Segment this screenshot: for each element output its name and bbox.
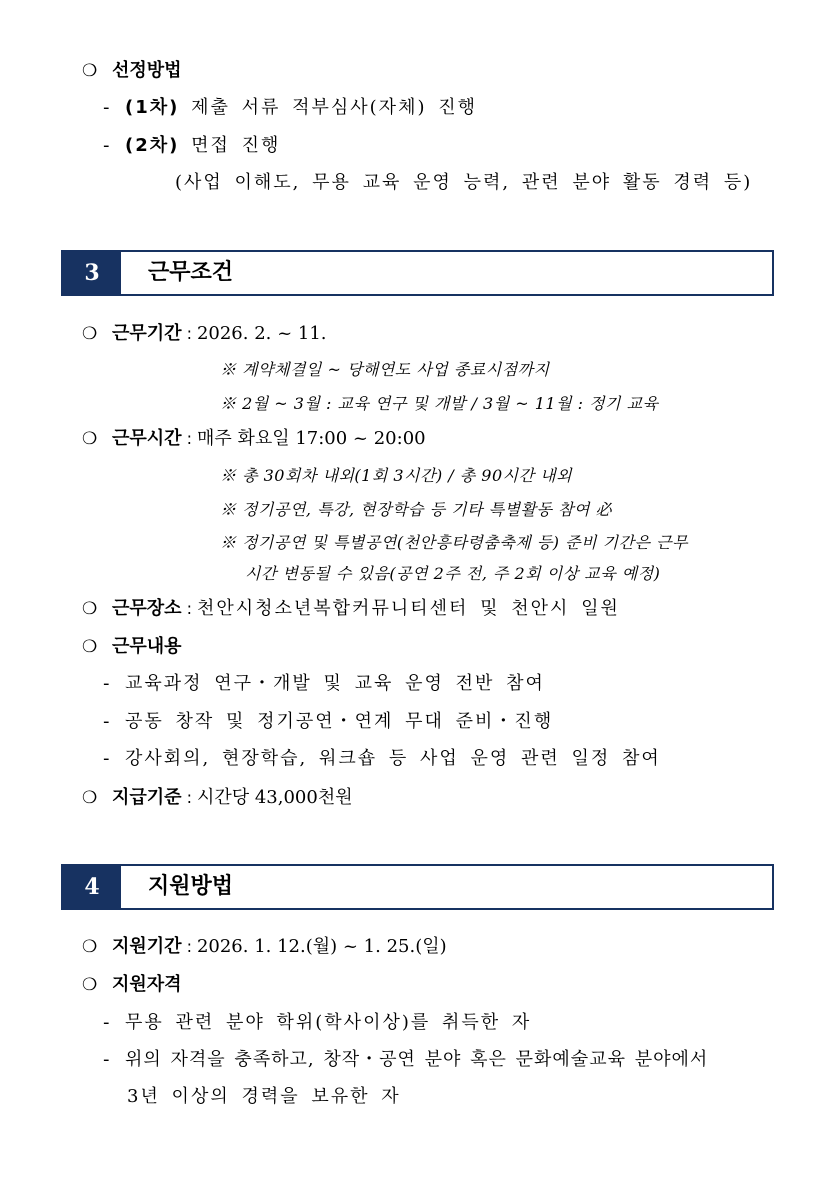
circle-bullet-icon: ❍ [82, 975, 98, 995]
colon-separator: : [186, 937, 192, 956]
selection-item-text: 면접 진행 [191, 135, 281, 156]
circle-bullet-icon: ❍ [82, 61, 98, 81]
qualification-item-2 [103, 1047, 708, 1073]
dash-bullet: - [103, 748, 112, 769]
qualification-item-2-cont: 3년 이상의 경력을 보유한 자 [127, 1086, 401, 1107]
dash-bullet: - [103, 1012, 112, 1033]
section-number: 4 [63, 866, 121, 908]
selection-title: 선정방법 [112, 60, 182, 81]
selection-detail: (사업 이해도, 무용 교육 운영 능력, 관련 분야 활동 경력 등) [175, 172, 753, 193]
section-title: 근무조건 [148, 260, 234, 285]
work-period-note-2: ※ 2월 ~ 3월 : 교육 연구 및 개발 / 3월 ~ 11월 : 정기 교육 [220, 394, 659, 413]
duties-heading [82, 634, 182, 660]
colon-separator: : [186, 324, 192, 343]
duties-item-1 [103, 671, 545, 697]
pay-value: 시간당 43,000천원 [196, 787, 353, 808]
selection-item-prefix: (2차) [125, 135, 180, 156]
section-number: 3 [63, 252, 121, 294]
work-hours-label: 근무시간 [112, 428, 182, 449]
work-period-note-1: ※ 계약체결일 ~ 당해연도 사업 종료시점까지 [220, 360, 550, 379]
work-period-value: 2026. 2. ~ 11. [196, 323, 327, 344]
circle-bullet-icon: ❍ [82, 937, 98, 957]
work-hours-value: 매주 화요일 17:00 ~ 20:00 [196, 428, 426, 449]
circle-bullet-icon: ❍ [82, 324, 98, 344]
duties-item-text: 교육과정 연구・개발 및 교육 운영 전반 참여 [125, 673, 545, 694]
section-title: 지원방법 [148, 874, 234, 899]
work-place-value: 천안시청소년복합커뮤니티센터 및 천안시 일원 [196, 598, 620, 619]
section-header-4 [61, 864, 774, 910]
qualification-heading [82, 972, 182, 998]
dash-bullet: - [103, 97, 112, 118]
duties-item-2 [103, 709, 553, 735]
colon-separator: : [186, 788, 192, 807]
selection-item-1 [103, 95, 477, 121]
qualification-item-text: 위의 자격을 충족하고, 창작・공연 분야 혹은 문화예술교육 분야에서 [125, 1049, 709, 1070]
qualification-item-1 [103, 1010, 531, 1036]
circle-bullet-icon: ❍ [82, 599, 98, 619]
work-hours-note-2: ※ 정기공연, 특강, 현장학습 등 기타 특별활동 참여 必 [220, 500, 613, 519]
work-hours-note-3: ※ 정기공연 및 특별공연(천안흥타령춤축제 등) 준비 기간은 근무 [220, 533, 688, 552]
work-period-row [82, 321, 327, 347]
work-place-row [82, 596, 620, 622]
dash-bullet: - [103, 135, 112, 156]
apply-period-value: 2026. 1. 12.(월) ~ 1. 25.(일) [196, 936, 447, 957]
qualification-label: 지원자격 [112, 974, 182, 995]
circle-bullet-icon: ❍ [82, 429, 98, 449]
work-hours-note-3-cont: 시간 변동될 수 있음(공연 2주 전, 주 2회 이상 교육 예정) [245, 564, 661, 583]
work-hours-note-1: ※ 총 30회차 내외(1회 3시간) / 총 90시간 내외 [220, 466, 573, 485]
work-period-label: 근무기간 [112, 323, 182, 344]
pay-row [82, 785, 353, 811]
pay-label: 지급기준 [112, 787, 182, 808]
duties-label: 근무내용 [112, 636, 182, 657]
selection-heading [82, 58, 182, 84]
circle-bullet-icon: ❍ [82, 788, 98, 808]
duties-item-text: 강사회의, 현장학습, 워크숍 등 사업 운영 관련 일정 참여 [125, 748, 661, 769]
duties-item-3 [103, 746, 661, 772]
colon-separator: : [186, 429, 192, 448]
dash-bullet: - [103, 1049, 111, 1070]
selection-item-text: 제출 서류 적부심사(자체) 진행 [191, 97, 477, 118]
circle-bullet-icon: ❍ [82, 637, 98, 657]
dash-bullet: - [103, 711, 112, 732]
dash-bullet: - [103, 673, 112, 694]
selection-item-prefix: (1차) [125, 97, 180, 118]
work-hours-row [82, 426, 426, 452]
section-header-3 [61, 250, 774, 296]
apply-period-label: 지원기간 [112, 936, 182, 957]
apply-period-row [82, 934, 447, 960]
work-place-label: 근무장소 [112, 598, 182, 619]
qualification-item-text: 무용 관련 분야 학위(학사이상)를 취득한 자 [125, 1012, 532, 1033]
selection-item-2 [103, 133, 280, 159]
colon-separator: : [186, 599, 192, 618]
duties-item-text: 공동 창작 및 정기공연・연계 무대 준비・진행 [125, 711, 554, 732]
